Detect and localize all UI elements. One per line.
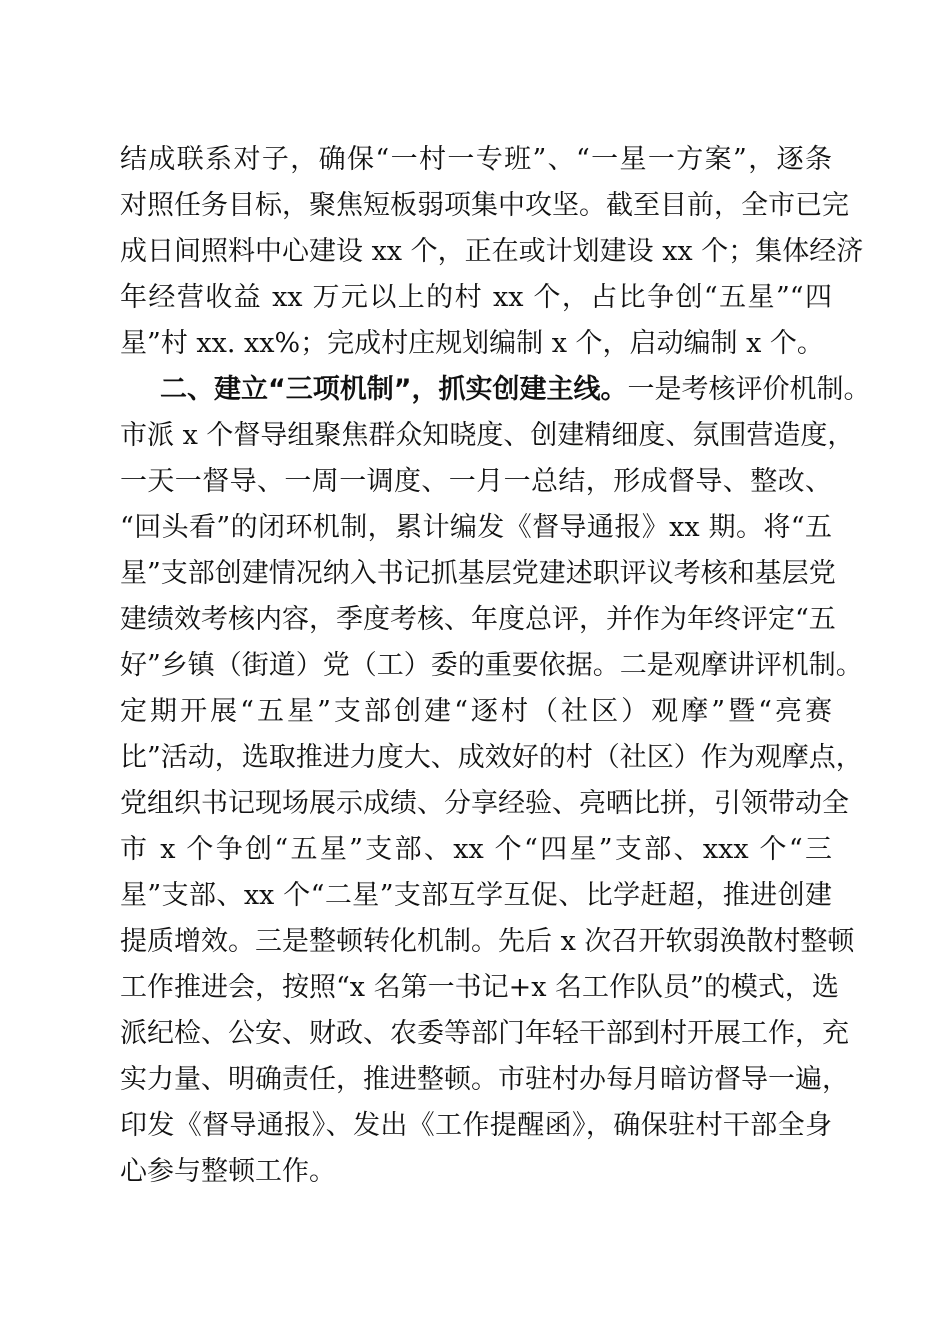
paragraph-2-line-3: “回头看”的闭环机制，累计编发《督导通报》xx 期。将“五 [120,512,832,543]
paragraph-2-line-14: 派纪检、公安、财政、农委等部门年轻干部到村开展工作，充 [120,1018,849,1049]
paragraph-2-line-13: 工作推进会，按照“x 名第一书记+x 名工作队员”的模式，选 [120,972,839,1003]
paragraph-1-line-1: 结成联系对子，确保“一村一专班”、“一星一方案”，逐条 [120,144,832,175]
paragraph-2-line-9: 党组织书记现场展示成绩、分享经验、亮晒比拼，引领带动全 [120,788,849,819]
paragraph-1-line-2: 对照任务目标，聚焦短板弱项集中攻坚。截至目前，全市已完 [120,190,849,221]
paragraph-2-line-11: 星”支部、xx 个“二星”支部互学互促、比学赶超，推进创建 [120,880,832,911]
paragraph-1-line-4: 年经营收益 xx 万元以上的村 xx 个，占比争创“五星”“四 [120,282,832,313]
paragraph-2-first-line [160,368,871,412]
paragraph-2-line-5: 建绩效考核内容，季度考核、年度总评，并作为年终评定“五 [120,604,836,635]
paragraph-1-line-3: 成日间照料中心建设 xx 个，正在或计划建设 xx 个；集体经济 [120,236,864,267]
paragraph-2-line-1: 市派 x 个督导组聚焦群众知晓度、创建精细度、氛围营造度， [120,420,855,451]
paragraph-2-line-15: 实力量、明确责任，推进整顿。市驻村办每月暗访督导一遍， [120,1064,849,1095]
paragraph-2-line-8: 比”活动，选取推进力度大、成效好的村（社区）作为观摩点， [120,742,863,773]
paragraph-2-line-7: 定期开展“五星”支部创建“逐村（社区）观摩”暨“亮赛 [120,696,832,727]
paragraph-2-line-17: 心参与整顿工作。 [120,1156,336,1187]
paragraph-1-line-5: 星”村 xx. xx%；完成村庄规划编制 x 个，启动编制 x 个。 [120,328,824,359]
paragraph-2-line-6: 好”乡镇（街道）党（工）委的重要依据。二是观摩讲评机制。 [120,650,863,681]
paragraph-2-line-4: 星”支部创建情况纳入书记抓基层党建述职评议考核和基层党 [120,558,836,589]
paragraph-2-line-2: 一天一督导、一周一调度、一月一总结，形成督导、整改、 [120,466,832,497]
paragraph-2-line-12: 提质增效。三是整顿转化机制。先后 x 次召开软弱涣散村整顿 [120,926,855,957]
paragraph-2-line-16: 印发《督导通报》、发出《工作提醒函》，确保驻村干部全身 [120,1110,832,1141]
section-heading-continuation: 一是考核评价机制。 [627,374,871,405]
paragraph-2-line-10: 市 x 个争创“五星”支部、xx 个“四星”支部、xxx 个“三 [120,834,832,865]
section-heading: 二、建立“三项机制”，抓实创建主线。 [160,374,628,405]
